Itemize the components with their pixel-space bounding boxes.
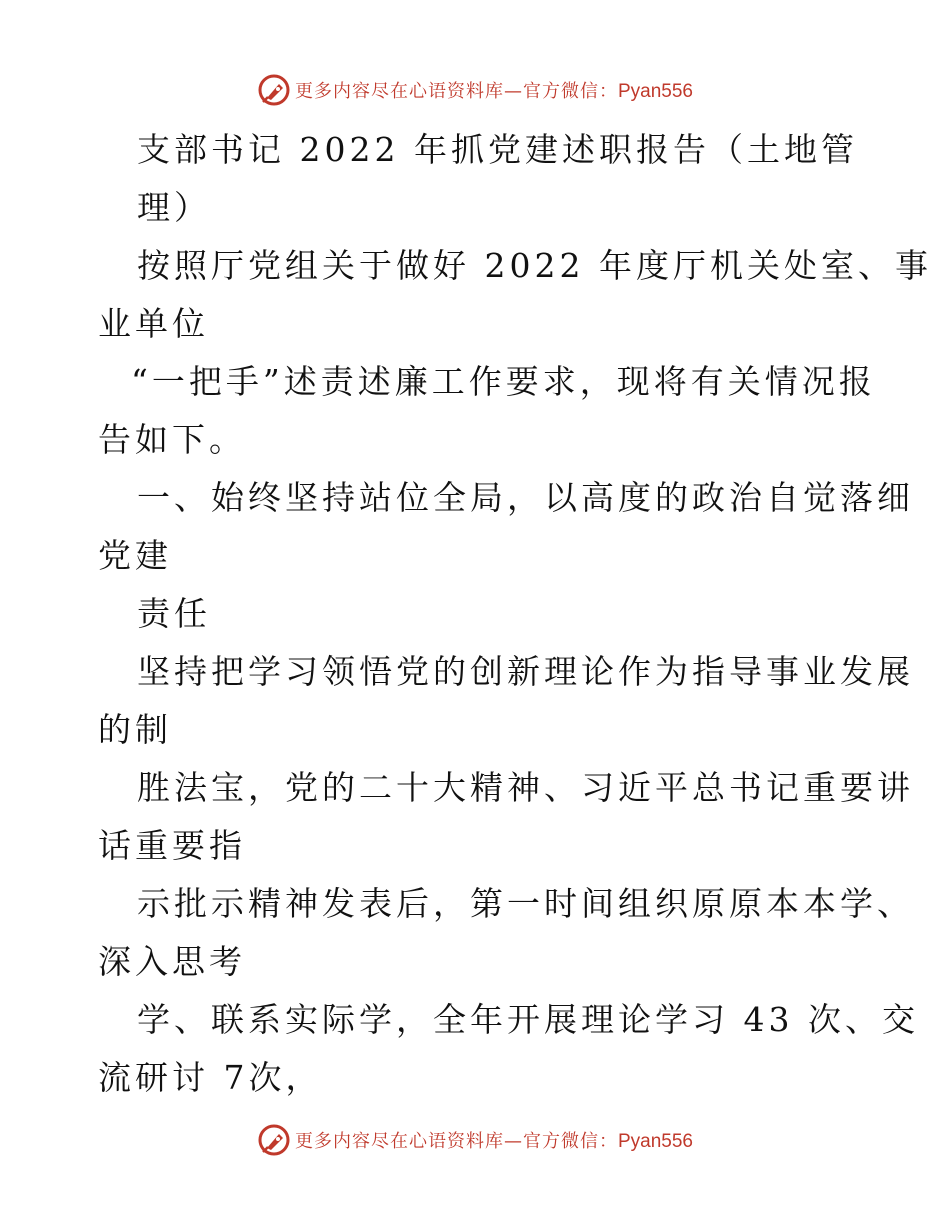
header-watermark-banner xyxy=(0,70,950,110)
section-heading-line: 党建 xyxy=(98,536,172,575)
banner-separator: — xyxy=(503,1131,523,1152)
banner-wechat-id: Pyan556 xyxy=(617,81,693,102)
paragraph-line: 按照厅党组关于做好 2022 年度厅机关处室、事 xyxy=(137,246,932,285)
paragraph-line: 学、联系实际学，全年开展理论学习 43 次、交 xyxy=(137,1000,919,1039)
paragraph-line: 胜法宝，党的二十大精神、习近平总书记重要讲 xyxy=(137,768,914,807)
paragraph-line: 业单位 xyxy=(98,304,209,343)
pen-nib-logo-icon xyxy=(257,1123,291,1157)
paragraph-line: 流研讨 7次， xyxy=(98,1058,323,1097)
banner-site-name: 更多内容尽在心语资料库 xyxy=(294,81,504,102)
banner-text xyxy=(295,77,693,103)
paragraph-line: “一把手”述责述廉工作要求，现将有关情况报 xyxy=(131,362,876,401)
banner-wechat-label: 官方微信： xyxy=(522,81,618,102)
banner-site-name: 更多内容尽在心语资料库 xyxy=(294,1131,504,1152)
paragraph-line: 坚持把学习领悟党的创新理论作为指导事业发展 xyxy=(137,652,914,691)
section-heading-line: 一、始终坚持站位全局，以高度的政治自觉落细 xyxy=(137,478,914,517)
paragraph-line: 告如下。 xyxy=(98,420,246,459)
banner-separator: — xyxy=(503,81,523,102)
paragraph-line: 示批示精神发表后，第一时间组织原原本本学、 xyxy=(137,884,914,923)
banner-wechat-label: 官方微信： xyxy=(522,1131,618,1152)
section-heading-line: 责任 xyxy=(137,594,211,633)
document-title-line-1: 支部书记 2022 年抓党建述职报告（土地管 xyxy=(137,130,858,169)
banner-text xyxy=(295,1127,693,1153)
paragraph-line: 话重要指 xyxy=(98,826,246,865)
paragraph-line: 深入思考 xyxy=(98,942,246,981)
pen-nib-logo-icon xyxy=(257,73,291,107)
document-title-line-2: 理） xyxy=(137,188,211,227)
paragraph-line: 的制 xyxy=(98,710,172,749)
banner-wechat-id: Pyan556 xyxy=(617,1131,693,1152)
footer-watermark-banner xyxy=(0,1120,950,1160)
